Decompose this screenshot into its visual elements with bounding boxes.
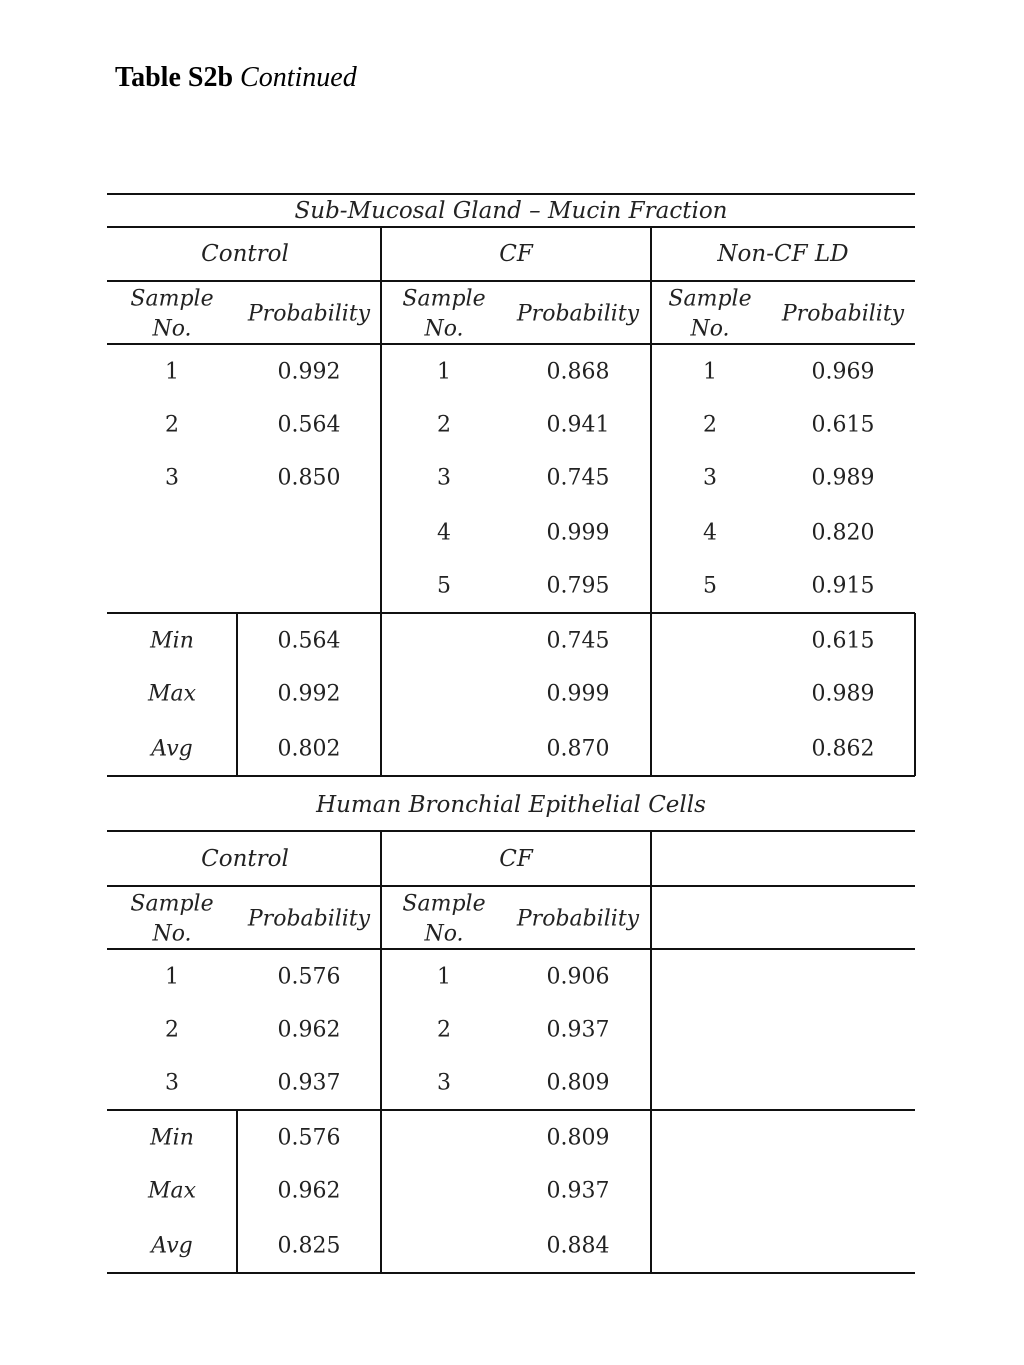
hbe-cell: 3 (437, 1070, 451, 1096)
smg-cell: 3 (165, 465, 179, 491)
smg-cell: 0.564 (277, 412, 341, 438)
hbe-group-control: Control (201, 846, 289, 872)
smg-group-control: Control (201, 241, 289, 267)
hbe-cell: 0.809 (546, 1070, 610, 1096)
smg-stat-cf: 0.999 (546, 681, 610, 707)
hbe-cell: 1 (165, 964, 179, 990)
smg-stat-label: Avg (151, 736, 193, 762)
hbe-stat-cf: 0.884 (546, 1233, 610, 1259)
smg-cell: 0.999 (546, 520, 610, 546)
hbe-stat-cf: 0.809 (546, 1125, 610, 1151)
smg-stat-cf: 0.745 (546, 628, 610, 654)
smg-cell: 0.969 (811, 359, 875, 385)
smg-stat-cf: 0.870 (546, 736, 610, 762)
smg-cell: 0.850 (277, 465, 341, 491)
smg-cell: 0.941 (546, 412, 610, 438)
smg-cell: 0.615 (811, 412, 875, 438)
smg-cell: 0.795 (546, 573, 610, 599)
hbe-cell: 0.937 (546, 1017, 610, 1043)
hbe-stat-control: 0.576 (277, 1125, 341, 1151)
smg-col-probability: Probability (516, 301, 640, 327)
hbe-cell: 2 (437, 1017, 451, 1043)
hbe-cell: 0.906 (546, 964, 610, 990)
smg-col-sample: Sample (668, 286, 752, 312)
hbe-cell: 2 (165, 1017, 179, 1043)
hbe-title: Human Bronchial Epithelial Cells (316, 792, 706, 818)
smg-title: Sub-Mucosal Gland – Mucin Fraction (294, 198, 728, 224)
smg-col-sample: No. (152, 316, 192, 342)
smg-cell: 5 (437, 573, 451, 599)
hbe-cell: 3 (165, 1070, 179, 1096)
smg-cell: 2 (437, 412, 451, 438)
smg-col-sample: No. (690, 316, 730, 342)
hbe-cell: 0.937 (277, 1070, 341, 1096)
smg-cell: 1 (703, 359, 717, 385)
smg-cell: 5 (703, 573, 717, 599)
smg-cell: 3 (437, 465, 451, 491)
smg-stat-label: Min (150, 628, 194, 654)
smg-cell: 0.989 (811, 465, 875, 491)
hbe-col-sample: No. (424, 921, 464, 947)
smg-cell: 0.820 (811, 520, 875, 546)
smg-cell: 0.868 (546, 359, 610, 385)
hbe-col-probability: Probability (516, 906, 640, 932)
smg-stat-noncf: 0.989 (811, 681, 875, 707)
smg-cell: 4 (437, 520, 451, 546)
hbe-stat-control: 0.825 (277, 1233, 341, 1259)
smg-cell: 0.745 (546, 465, 610, 491)
hbe-stat-label: Min (150, 1125, 194, 1151)
hbe-stat-cf: 0.937 (546, 1178, 610, 1204)
hbe-stat-control: 0.962 (277, 1178, 341, 1204)
hbe-col-sample: Sample (130, 891, 214, 917)
smg-stat-control: 0.992 (277, 681, 341, 707)
smg-group-noncf: Non-CF LD (717, 241, 849, 267)
smg-cell: 2 (165, 412, 179, 438)
smg-stat-noncf: 0.615 (811, 628, 875, 654)
smg-group-cf: CF (499, 241, 533, 267)
smg-col-sample: Sample (130, 286, 214, 312)
hbe-cell: 0.962 (277, 1017, 341, 1043)
hbe-stat-label: Avg (151, 1233, 193, 1259)
hbe-col-sample: No. (152, 921, 192, 947)
caption-label: Table S2b (115, 62, 234, 93)
smg-cell: 0.915 (811, 573, 875, 599)
hbe-col-probability: Probability (247, 906, 371, 932)
smg-col-probability: Probability (781, 301, 905, 327)
smg-col-sample: No. (424, 316, 464, 342)
smg-cell: 1 (165, 359, 179, 385)
smg-cell: 4 (703, 520, 717, 546)
hbe-cell: 0.576 (277, 964, 341, 990)
hbe-cell: 1 (437, 964, 451, 990)
hbe-group-cf: CF (499, 846, 533, 872)
hbe-col-sample: Sample (402, 891, 486, 917)
hbe-stat-label: Max (147, 1178, 197, 1204)
smg-cell: 0.992 (277, 359, 341, 385)
smg-cell: 1 (437, 359, 451, 385)
smg-stat-noncf: 0.862 (811, 736, 875, 762)
smg-col-probability: Probability (247, 301, 371, 327)
smg-col-sample: Sample (402, 286, 486, 312)
smg-stat-control: 0.564 (277, 628, 341, 654)
smg-cell: 3 (703, 465, 717, 491)
smg-cell: 2 (703, 412, 717, 438)
caption-suffix: Continued (240, 62, 357, 93)
smg-stat-control: 0.802 (277, 736, 341, 762)
smg-stat-label: Max (147, 681, 197, 707)
